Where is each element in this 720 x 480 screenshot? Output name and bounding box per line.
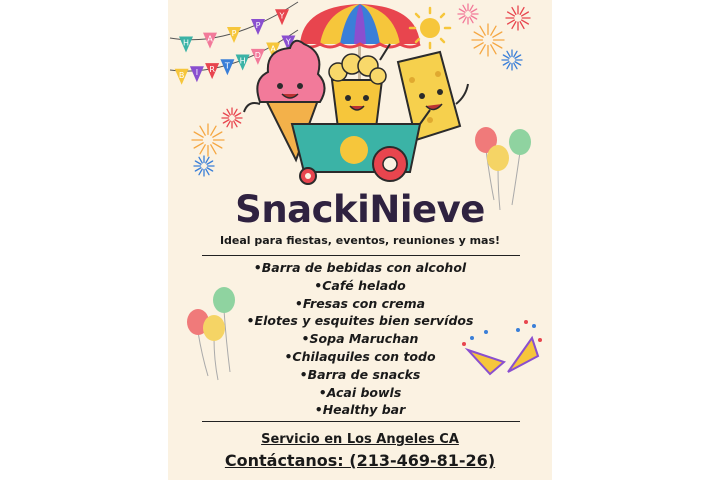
menu-item: •Sopa Maruchan	[301, 331, 419, 347]
firework-ray	[493, 43, 502, 48]
menu-item: •Elotes y esquites bien servídos	[246, 313, 474, 329]
firework-ray	[507, 63, 510, 69]
firework-ray	[480, 26, 485, 35]
firework-ray	[234, 121, 237, 127]
firework-ray	[234, 109, 237, 115]
firework-ray	[474, 43, 483, 48]
firework-ray	[459, 9, 465, 12]
firework-ray	[514, 63, 517, 69]
firework-ray	[227, 121, 230, 127]
firework-ray	[491, 26, 496, 35]
firework-ray	[211, 126, 216, 135]
firework-ray	[508, 12, 515, 16]
firework-ray	[512, 8, 516, 15]
banner-letter: H	[239, 56, 246, 66]
banner-letter: D	[254, 50, 261, 60]
firework-ray	[463, 5, 466, 11]
firework-ray	[223, 120, 229, 123]
firework-ray	[213, 143, 222, 148]
firework-ray	[200, 126, 205, 135]
firework-ray	[471, 16, 477, 19]
banner-letter: H	[182, 38, 190, 48]
firework-ray	[493, 32, 502, 37]
tagline: Ideal para fiestas, eventos, reuniones y mas!	[219, 234, 501, 247]
popcorn-icon	[329, 44, 390, 128]
firework-ray	[503, 55, 509, 58]
flyer	[168, 0, 552, 480]
firework-ray	[206, 169, 209, 175]
firework-ray	[206, 157, 209, 163]
firework-ray	[213, 132, 222, 137]
firework-ray	[195, 168, 201, 171]
banner-letter: I	[195, 68, 199, 78]
banner-letter: P	[231, 29, 237, 38]
banner-letter: B	[178, 70, 185, 80]
firework-ray	[235, 120, 241, 123]
menu-item: •Chilaquiles con todo	[284, 348, 436, 364]
firework-ray	[200, 145, 205, 154]
firework-ray	[522, 20, 529, 24]
firework-ray	[199, 169, 202, 175]
firework-ray	[471, 9, 477, 12]
service-area: Servicio en Los Angeles CA	[261, 432, 459, 447]
firework-ray	[194, 132, 203, 137]
firework-ray	[491, 45, 496, 54]
firework-ray	[470, 5, 473, 11]
firework-ray	[470, 17, 473, 23]
firework-ray	[520, 8, 524, 15]
firework-ray	[503, 62, 509, 65]
firework-ray	[459, 16, 465, 19]
firework-ray	[211, 145, 216, 154]
menu-item: •Café helado	[314, 277, 406, 293]
contact-phone: Contáctanos: (213-469-81-26)	[224, 451, 496, 470]
firework-ray	[195, 161, 201, 164]
firework-ray	[207, 168, 213, 171]
banner-letter: P	[255, 21, 261, 31]
firework-ray	[522, 12, 529, 16]
firework-ray	[507, 51, 510, 57]
menu-list	[168, 259, 552, 419]
firework-ray	[194, 143, 203, 148]
firework-ray	[463, 17, 466, 23]
firework-ray	[199, 157, 202, 163]
brand-title: SnackiNieve	[235, 188, 485, 231]
firework-ray	[480, 45, 485, 54]
banner-letter: Y	[279, 11, 285, 21]
divider	[202, 421, 520, 422]
firework-ray	[223, 113, 229, 116]
firework-ray	[515, 55, 521, 58]
banner-letter: A	[207, 34, 213, 44]
banner-letter: R	[209, 65, 215, 75]
firework-ray	[227, 109, 230, 115]
sun-icon	[410, 8, 450, 48]
firework-ray	[508, 20, 515, 24]
banner-letter: T	[224, 61, 230, 71]
menu-item: •Fresas con crema	[294, 295, 426, 311]
banner-letter: A	[270, 44, 276, 54]
firework-ray	[515, 62, 521, 65]
firework-ray	[235, 113, 241, 116]
firework-ray	[514, 51, 517, 57]
banner-letter: Y	[285, 37, 291, 47]
menu-item: •Barra de bebidas con alcohol	[253, 260, 467, 275]
menu-item: •Acai bowls	[318, 384, 402, 400]
firework-ray	[474, 32, 483, 37]
firework-ray	[520, 22, 524, 29]
menu-item: •Barra de snacks	[299, 366, 421, 382]
firework-ray	[207, 161, 213, 164]
firework-ray	[512, 22, 516, 29]
divider	[202, 255, 520, 256]
menu-item: •Healthy bar	[314, 402, 406, 418]
